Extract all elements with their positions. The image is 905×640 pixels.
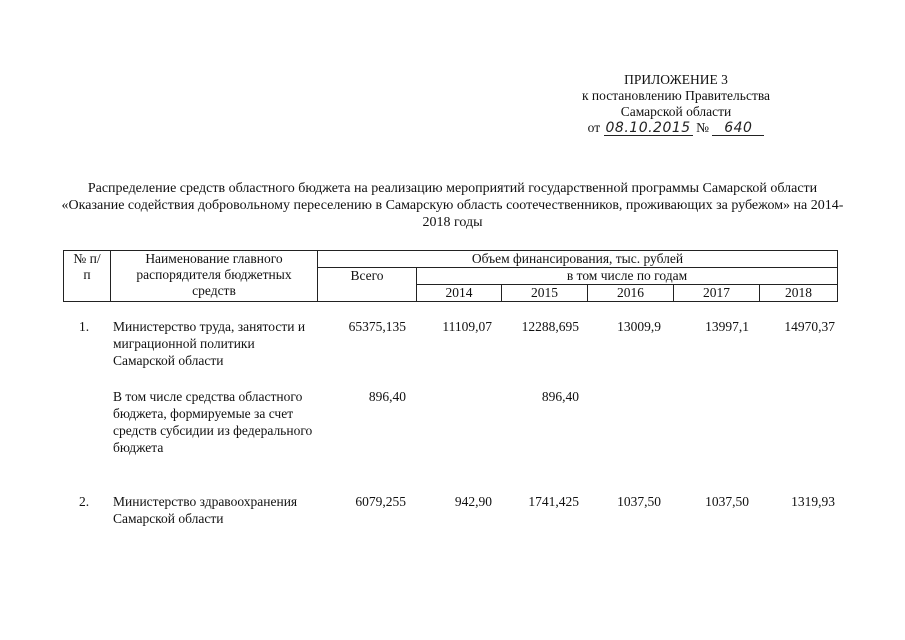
appendix-subheading: к постановлению Правительства (581, 88, 771, 103)
row-name: В том числе средства областного бюджета, формируемые за счет средств субсидии из федерального бюджета (113, 389, 313, 455)
row-value-2015: 1741,425 (528, 494, 579, 509)
appendix-region: Самарской области (620, 104, 732, 119)
document-title: Распределение средств областного бюджета на реализацию мероприятий государственной программы Самарской области «Оказание содействия добровольному переселению в Самарскую область соотечественников, проживающих за рубежом» на 2014-2018 годы (61, 181, 844, 230)
header-year: 2015 (502, 285, 588, 302)
number-label: № (696, 120, 709, 135)
header-by-years: в том числе по годам (417, 268, 838, 285)
table-row (63, 493, 837, 553)
table-row (63, 318, 837, 388)
row-value-2015: 12288,695 (521, 319, 579, 334)
row-value-2017: 1037,50 (705, 494, 749, 509)
header-year: 2016 (588, 285, 674, 302)
header-num: № п/п (64, 251, 111, 302)
row-value-2016: 1037,50 (617, 494, 661, 509)
table-body (63, 318, 837, 553)
table-row (63, 388, 837, 493)
row-name: Министерство здравоохранения Самарской области (113, 494, 298, 526)
row-total: 65375,135 (348, 319, 406, 334)
row-value-2014: 942,90 (454, 494, 492, 509)
row-total: 6079,255 (355, 494, 406, 509)
header-year: 2014 (417, 285, 502, 302)
header-year: 2018 (760, 285, 838, 302)
header-name: Наименование главного распорядителя бюджетных средств (111, 251, 318, 302)
row-value-2018: 14970,37 (784, 319, 835, 334)
row-value-2015: 896,40 (541, 389, 579, 404)
header-total: Всего (318, 268, 417, 302)
appendix-heading: ПРИЛОЖЕНИЕ 3 (624, 72, 728, 87)
table-header (63, 250, 838, 302)
appendix-date-line (560, 120, 792, 136)
row-number: 1. (79, 319, 90, 334)
handwritten-number: 640 (712, 121, 764, 136)
row-number: 2. (79, 494, 90, 509)
handwritten-date: 08.10.2015 (605, 120, 691, 136)
row-value-2018: 1319,93 (791, 494, 835, 509)
appendix-block (560, 72, 792, 136)
row-total: 896,40 (368, 389, 406, 404)
row-value-2017: 13997,1 (705, 319, 749, 334)
row-value-2014: 11109,07 (442, 319, 492, 334)
row-name: Министерство труда, занятости и миграционной политики Самарской области (113, 319, 306, 368)
row-value-2016: 13009,9 (617, 319, 661, 334)
header-funding: Объем финансирования, тыс. рублей (318, 251, 838, 268)
date-label: от (587, 120, 601, 135)
header-year: 2017 (674, 285, 760, 302)
